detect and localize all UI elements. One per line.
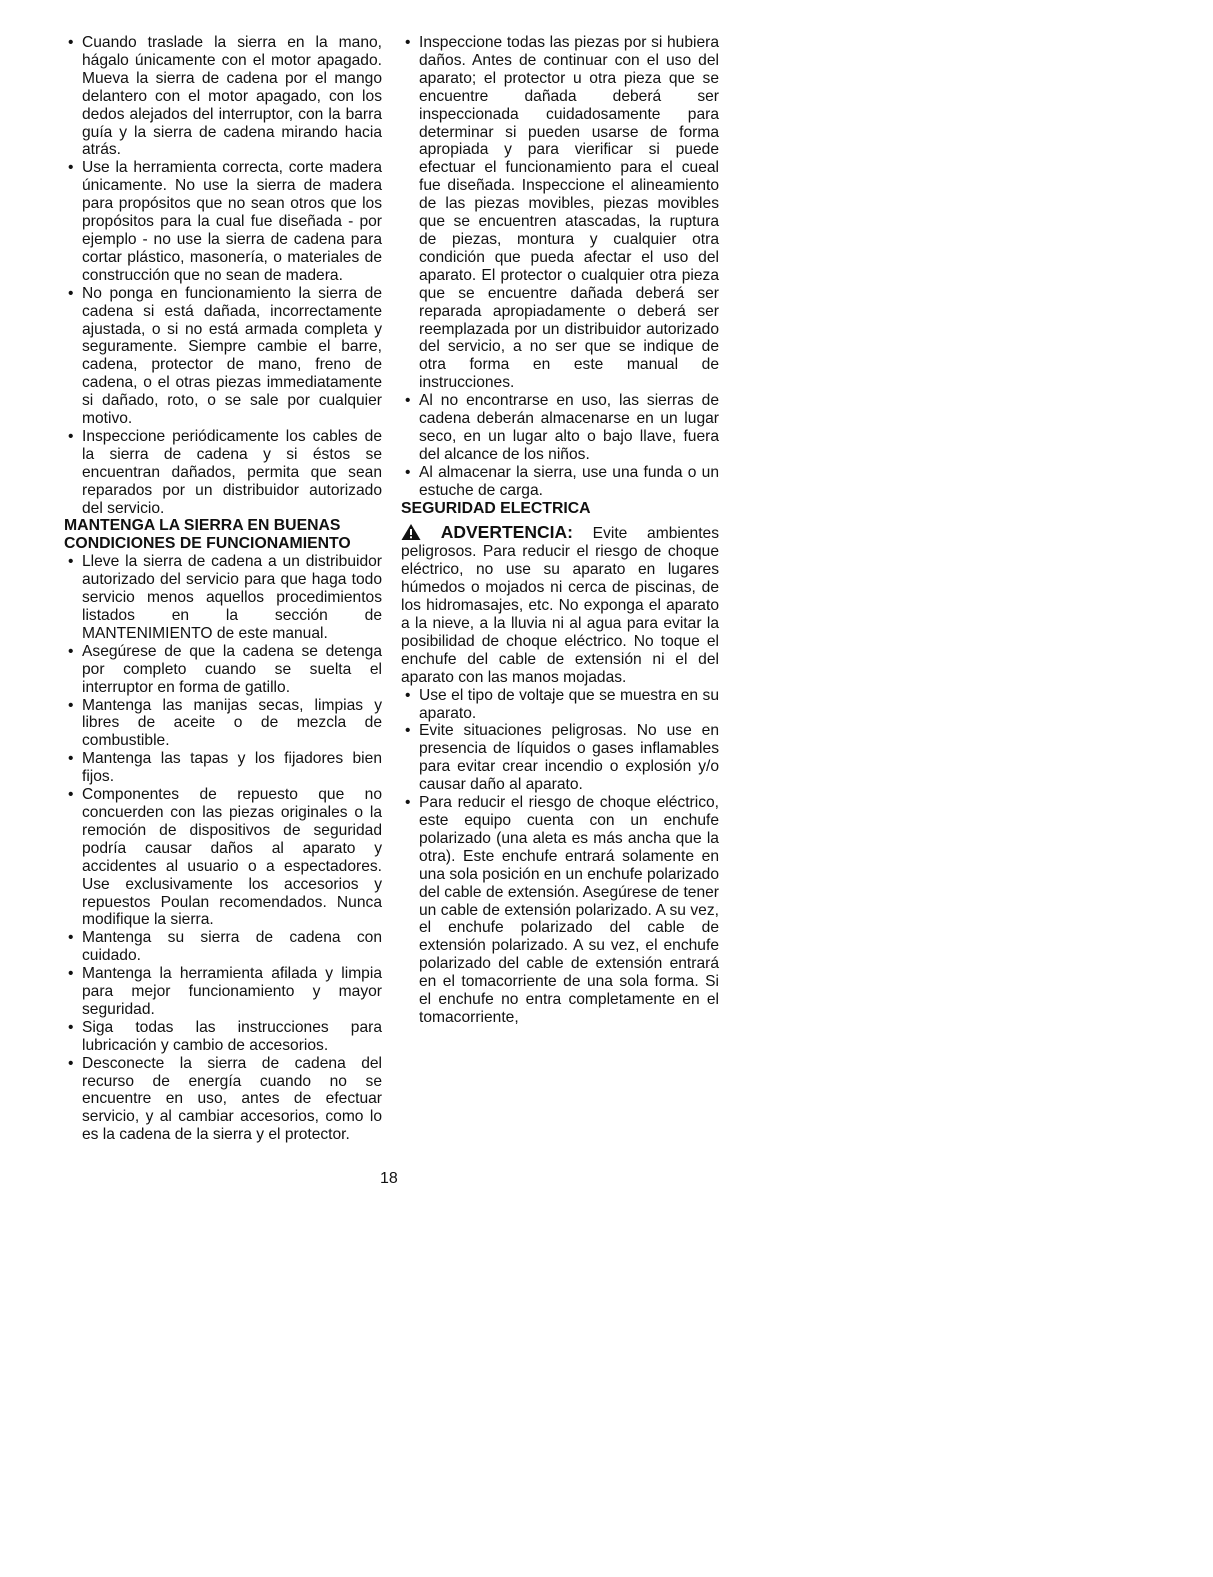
list-item: • Siga todas las instrucciones para lubricación y cambio de accesorios. xyxy=(64,1019,382,1055)
list-item: • Componentes de repuesto que no concuerden con las piezas originales o la remoción de dispositivos de seguridad podría causar daños al aparato y accidentes al usuario o a espectadores. Use exclusivamente los accesorios y repuestos Poulan recomendados. Nunca modifique la sierra. xyxy=(64,786,382,929)
left-column xyxy=(64,34,382,1144)
warning-text: Evite ambientes peligrosos. Para reducir el riesgo de choque eléctrico, no use su aparato en lugares húmedos o mojados ni cerca de piscinas, de los hidromasajes, etc. No exponga el aparato a la nieve, a la lluvia ni al agua para evitar la posibilidad de choque eléctrico. No toque el enchufe del cable de extensión ni el del aparato con las manos mojadas. xyxy=(401,525,719,686)
list-item: • Lleve la sierra de cadena a un distribuidor autorizado del servicio para que haga todo servicio menos aquellos procedimientos listados en la sección de MANTENIMIENTO de este manual. xyxy=(64,553,382,643)
list-item: • Inspeccione periódicamente los cables de la sierra de cadena y si éstos se encuentran dañados, permita que sean reparados por un distribuidor autorizado del servicio. xyxy=(64,428,382,518)
list-item: • Use la herramienta correcta, corte madera únicamente. No use la sierra de madera para propósitos que no sean otros que los propósitos para la cual fue diseñada - por ejemplo - no use la sierra de cadena para cortar plástico, masonería, o materiales de construcción que no sean de madera. xyxy=(64,159,382,284)
list-item: • Mantenga las tapas y los fijadores bien fijos. xyxy=(64,750,382,786)
maintenance-list xyxy=(64,553,382,1144)
list-item: • Asegúrese de que la cadena se detenga por completo cuando se suelta el interruptor en forma de gatillo. xyxy=(64,643,382,697)
inspection-list xyxy=(401,34,719,500)
warning-triangle-icon xyxy=(401,523,421,541)
electrical-list xyxy=(401,687,719,1027)
list-item: • Al no encontrarse en uso, las sierras de cadena deberán almacenarse en un lugar seco, en un lugar alto o bajo llave, fuera del alcance de los niños. xyxy=(401,392,719,464)
warning-label: ADVERTENCIA: xyxy=(440,522,573,543)
list-item: • Cuando traslade la sierra en la mano, hágalo únicamente con el motor apagado. Mueva la sierra de cadena por el mango delantero con el motor apagado, con los dedos alejados del interruptor, con la barra guía y la sierra de cadena mirando hacia atrás. xyxy=(64,34,382,159)
list-item: • Para reducir el riesgo de choque eléctrico, este equipo cuenta con un enchufe polarizado (una aleta es más ancha que la otra). Este enchufe entrará solamente en una sola posición en un enchufe polarizado del cable de extensión. Asegúrese de tener un cable de extensión polarizado. A su vez, el enchufe polarizado del cable de extensión polarizado. A su vez, el enchufe polarizado del cable de extensión entrará en el tomacorriente de una sola forma. Si el enchufe no entra completamente en el tomacorriente, xyxy=(401,794,719,1027)
page-number: 18 xyxy=(380,1170,398,1187)
list-item: • Mantenga las manijas secas, limpias y libres de aceite o de mezcla de combustible. xyxy=(64,697,382,751)
list-item: • Desconecte la sierra de cadena del recurso de energía cuando no se encuentre en uso, antes de efectuar servicio, y al cambiar accesorios, como lo es la cadena de la sierra y el protector. xyxy=(64,1055,382,1145)
list-item: • Al almacenar la sierra, use una funda o un estuche de carga. xyxy=(401,464,719,500)
list-item: • Mantenga la herramienta afilada y limpia para mejor funcionamiento y mayor seguridad. xyxy=(64,965,382,1019)
right-column xyxy=(401,34,719,1027)
warning-paragraph xyxy=(401,523,719,686)
section-heading-maintenance: MANTENGA LA SIERRA EN BUENAS CONDICIONES DE FUNCIONAMIENTO xyxy=(64,517,351,553)
list-item: • Evite situaciones peligrosas. No use en presencia de líquidos o gases inflamables para evitar crear incendio o explosión y/o causar daño al aparato. xyxy=(401,722,719,794)
safety-list-1 xyxy=(64,34,382,517)
section-heading-electrical-safety: SEGURIDAD ELECTRICA xyxy=(401,499,591,517)
list-item: • Inspeccione todas las piezas por si hubiera daños. Antes de continuar con el uso del aparato; el protector u otra pieza que se encuentre dañada deberá ser inspeccionada cuidadosamente para determinar si pueden usarse de forma apropiada y para vierificar si puede efectuar el funcionamiento para el cueal fue diseñada. Inspeccione el alineamiento de las piezas movibles, piezas movibles que se encuentren atascadas, la ruptura de piezas, montura y cualquier otra condición que pueda afectar el uso del aparato. El protector o cualquier otra pieza que se encuentre dañada deberá ser reparada apropiadamente o deberá ser reemplazada por un distribuidor autorizado del servicio, a no ser que se indique de otra forma en este manual de instrucciones. xyxy=(401,34,719,392)
list-item: • Mantenga su sierra de cadena con cuidado. xyxy=(64,929,382,965)
list-item: • Use el tipo de voltaje que se muestra en su aparato. xyxy=(401,687,719,723)
list-item: • No ponga en funcionamiento la sierra de cadena si está dañada, incorrectamente ajustada, o si no está armada completa y seguramente. Siempre cambie el barre, cadena, protector de mano, freno de cadena, o el otras piezas immediatamente si dañado, roto, o se sale por cualquier motivo. xyxy=(64,285,382,428)
